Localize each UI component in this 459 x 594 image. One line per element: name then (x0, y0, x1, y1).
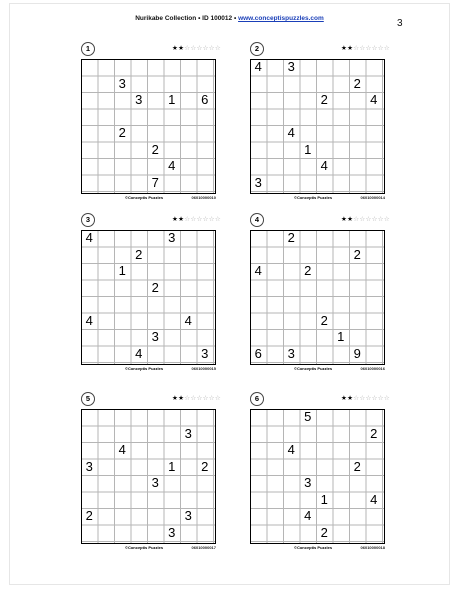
empty-stars: ☆☆☆☆☆☆ (353, 395, 391, 402)
filled-stars: ★★ (172, 216, 185, 223)
clue-number: 2 (201, 458, 209, 474)
clue-number: 9 (353, 345, 361, 361)
clue-number: 7 (151, 174, 159, 190)
copyright-text: ©Conceptis Puzzles (125, 195, 164, 200)
empty-stars: ☆☆☆☆☆☆ (184, 216, 222, 223)
puzzle-number-badge: 6 (250, 392, 264, 406)
clue-number: 1 (168, 92, 176, 107)
clue-number: 3 (85, 458, 93, 474)
clue-number: 4 (287, 125, 295, 140)
clue-number: 2 (151, 141, 159, 157)
difficulty-rating (172, 215, 221, 223)
clue-number: 4 (85, 230, 93, 245)
copyright-text: ©Conceptis Puzzles (125, 366, 164, 371)
clue-number: 3 (118, 75, 126, 91)
puzzle-2 (249, 42, 389, 207)
puzzle-code: 06010000010 (191, 195, 216, 200)
puzzle-footer (81, 366, 216, 372)
clue-number: 3 (287, 345, 295, 361)
filled-stars: ★★ (341, 45, 354, 52)
puzzle-5 (80, 392, 220, 557)
puzzle-code: 06010000016 (360, 366, 385, 371)
collection-title: Nurikabe Collection (135, 15, 197, 22)
puzzle-code: 06010000015 (191, 366, 216, 371)
clue-number: 2 (304, 263, 312, 278)
clue-number: 3 (168, 524, 176, 540)
puzzle-grid[interactable] (250, 59, 385, 194)
puzzle-4 (249, 213, 389, 378)
difficulty-rating (172, 44, 221, 52)
clue-number: 3 (201, 345, 209, 361)
clue-number: 2 (320, 312, 328, 328)
clue-number: 4 (85, 312, 93, 328)
clue-number: 2 (353, 246, 361, 262)
puzzle-number-badge: 2 (250, 42, 264, 56)
clue-number: 4 (287, 442, 295, 457)
clue-number: 2 (85, 508, 93, 523)
clue-number: 4 (135, 345, 143, 361)
clue-number: 1 (304, 141, 312, 157)
header-bullet: • (198, 15, 201, 22)
puzzle-grid[interactable] (250, 230, 385, 365)
clue-number: 4 (184, 312, 192, 328)
clue-number: 4 (304, 508, 312, 523)
difficulty-rating (341, 215, 390, 223)
clue-number: 2 (353, 458, 361, 474)
clue-number: 4 (370, 92, 378, 107)
clue-number: 4 (254, 263, 262, 278)
clue-number: 4 (370, 491, 378, 507)
puzzle-grid[interactable] (81, 59, 216, 194)
clue-number: 2 (118, 125, 126, 140)
difficulty-rating (341, 394, 390, 402)
puzzle-grid[interactable] (81, 409, 216, 544)
clue-number: 6 (254, 345, 262, 361)
empty-stars: ☆☆☆☆☆☆ (353, 216, 391, 223)
puzzle-code: 06010000018 (360, 545, 385, 550)
clue-number: 2 (320, 524, 328, 540)
puzzle-grid[interactable] (250, 409, 385, 544)
copyright-text: ©Conceptis Puzzles (294, 545, 333, 550)
puzzle-code: 06010000014 (360, 195, 385, 200)
empty-stars: ☆☆☆☆☆☆ (184, 395, 222, 402)
copyright-text: ©Conceptis Puzzles (125, 545, 164, 550)
clue-number: 6 (201, 92, 209, 107)
filled-stars: ★★ (341, 395, 354, 402)
clue-number: 3 (135, 92, 143, 107)
filled-stars: ★★ (172, 45, 185, 52)
puzzle-footer (250, 366, 385, 372)
puzzle-3 (80, 213, 220, 378)
puzzle-footer (81, 195, 216, 201)
clue-number: 1 (118, 263, 126, 278)
puzzle-number-badge: 5 (81, 392, 95, 406)
page-header (0, 15, 459, 22)
clue-number: 2 (135, 246, 143, 262)
clue-number: 2 (320, 92, 328, 107)
puzzle-footer (250, 545, 385, 551)
copyright-text: ©Conceptis Puzzles (294, 195, 333, 200)
puzzle-number-badge: 3 (81, 213, 95, 227)
puzzle-footer (81, 545, 216, 551)
collection-id: ID 100012 (202, 15, 233, 22)
puzzle-number-badge: 1 (81, 42, 95, 56)
clue-number: 2 (353, 75, 361, 91)
empty-stars: ☆☆☆☆☆☆ (184, 45, 222, 52)
clue-number: 3 (287, 59, 295, 74)
website-link[interactable]: www.conceptispuzzles.com (238, 15, 324, 22)
puzzle-1 (80, 42, 220, 207)
clue-number: 4 (320, 158, 328, 173)
clue-number: 1 (168, 458, 176, 474)
clue-number: 5 (304, 409, 312, 424)
clue-number: 1 (337, 329, 345, 344)
puzzle-number-badge: 4 (250, 213, 264, 227)
copyright-text: ©Conceptis Puzzles (294, 366, 333, 371)
clue-number: 3 (151, 329, 159, 344)
header-bullet: • (233, 15, 237, 22)
clue-number: 3 (254, 174, 262, 190)
clue-number: 4 (168, 158, 176, 173)
puzzle-6 (249, 392, 389, 557)
page-number: 3 (397, 18, 403, 29)
clue-number: 2 (151, 279, 159, 295)
puzzle-grid[interactable] (81, 230, 216, 365)
clue-number: 2 (287, 230, 295, 245)
clue-number: 3 (184, 508, 192, 523)
clue-number: 3 (168, 230, 176, 245)
difficulty-rating (341, 44, 390, 52)
clue-number: 3 (304, 475, 312, 490)
clue-number: 2 (370, 425, 378, 441)
puzzle-footer (250, 195, 385, 201)
clue-number: 1 (320, 491, 328, 507)
filled-stars: ★★ (172, 395, 185, 402)
clue-number: 4 (118, 442, 126, 457)
clue-number: 4 (254, 59, 262, 74)
filled-stars: ★★ (341, 216, 354, 223)
difficulty-rating (172, 394, 221, 402)
empty-stars: ☆☆☆☆☆☆ (353, 45, 391, 52)
clue-number: 3 (151, 475, 159, 490)
puzzle-code: 06010000017 (191, 545, 216, 550)
clue-number: 3 (184, 425, 192, 441)
